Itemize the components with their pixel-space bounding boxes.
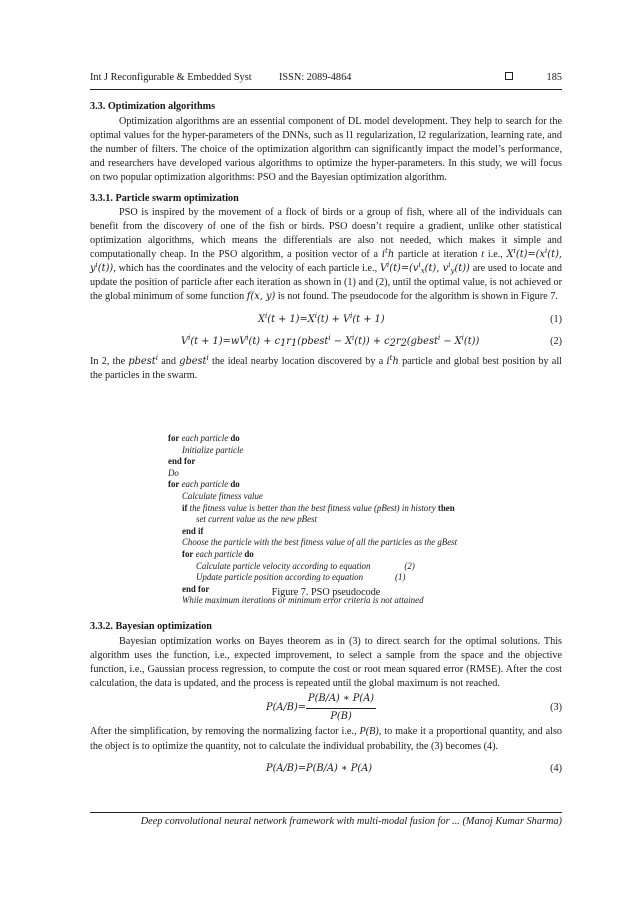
paragraph-pso: PSO is inspired by the movement of a flock of birds or a group of fish, where all of the individuals can benefit from the discovery of one of the fish or birds. PSO doesn’t require a gradient, unlike other statistical optimization algorithms, which means the differentials are also not needed, which makes it simple and computationally cheap. In the PSO algorithm, a position vector of a $i^th$ particle at iteration t i.e., $X^i(t)=(x^i(t)$, $y^i(t)$), which has the coordinates and the velocity of each particle i.e., $V^i(t)=(v^i_x(t)$, $v^i_y(t)$) are used to locate and update the position of particle after each iteration as shown in (1) and (2), until the optimal value, is not achieved or the global minimum of some function f(x, y) is not found. The pseudocode for the algorithm is shown in Figure 7. <box>90 206 562 303</box>
equation-reference: (1) <box>395 572 406 583</box>
pso-pseudocode <box>168 433 548 607</box>
pseudocode-text: each particle <box>193 548 245 559</box>
pseudocode-line <box>168 479 548 491</box>
section-heading-3-3: 3.3. Optimization algorithms <box>90 101 216 112</box>
section-heading-3-3-2: 3.3.2. Bayesian optimization <box>90 621 212 632</box>
pseudocode-text: Update particle position according to equation <box>196 572 364 583</box>
equation-number: (1) <box>550 314 562 326</box>
article-body <box>90 100 562 384</box>
pseudocode-text: While maximum iterations or minimum error criteria is not attained <box>182 595 424 606</box>
equation-2: $V^i(t + 1)=wV^i(t)$ + $c_1r_1(pbest^i - X^i(t))$ + $c_2r_2(gbest^i - X^i(t))$ (2) <box>181 334 562 350</box>
paragraph-pbest: In 2, the pbest$^i$ and gbest$^i$ the ideal nearby location discovered by a $i^th$ particle and global best position by all the particles in the swarm. <box>90 354 562 382</box>
pseudocode-text: each particle <box>179 479 231 490</box>
pseudocode-line <box>168 503 548 515</box>
pseudocode-line <box>168 526 548 538</box>
pseudocode-text: Initialize particle <box>182 444 244 455</box>
pseudocode-keyword: end for <box>168 456 196 467</box>
pseudocode-line <box>168 468 548 480</box>
paragraph-bayesian: Bayesian optimization works on Bayes theorem as in (3) to direct search for the optimal solutions. This algorithm uses the function, i.e., expected improvement, to select a sample from the space and the objective function, i.e., Gaussian process regression, to compute the cost or root mean squared error (RMSE). After the cost calculation, the data is updated, and the process is repeated until the global maximum is not reached. <box>90 636 562 690</box>
pseudocode-keyword: do <box>230 433 240 443</box>
pseudocode-line <box>168 561 548 573</box>
pseudocode-keyword: end if <box>182 525 204 536</box>
issn: ISSN: 2089-4864 <box>279 72 352 83</box>
figure-caption: Figure 7. PSO pseudocode <box>271 587 381 598</box>
running-header <box>90 72 562 86</box>
pseudocode-line <box>168 433 548 445</box>
running-footer: Deep convolutional neural network framework with multi-modal fusion for ... (Manoj Kumar Sharma) <box>140 816 562 827</box>
pseudocode-line <box>168 514 548 526</box>
paragraph-simplification: After the simplification, by removing the normalizing factor i.e., P(B), to make it a proportional quantity, and also the object is to optimize the quantity, not to calculate the individual probability, the (3) becomes (4). <box>90 726 562 752</box>
pseudocode-keyword: then <box>437 502 455 513</box>
pseudocode-line <box>168 537 548 549</box>
pseudocode-line <box>168 456 548 468</box>
pseudocode-text: Do <box>168 467 179 478</box>
equation-number: (4) <box>550 762 562 774</box>
pseudocode-keyword: do <box>244 548 254 559</box>
equation-reference: (2) <box>404 560 415 571</box>
pseudocode-text: the fitness value is better than the best fitness value (pBest) in history <box>187 502 438 513</box>
pseudocode-text: Calculate fitness value <box>182 490 263 501</box>
pseudocode-keyword: if <box>182 502 188 513</box>
equation-number: (2) <box>550 336 562 348</box>
pseudocode-keyword: end for <box>182 583 210 594</box>
equation-number: (3) <box>550 702 562 714</box>
pseudocode-text: set current value as the new pBest <box>196 514 317 525</box>
pseudocode-line <box>168 572 548 584</box>
journal-name: Int J Reconfigurable & Embedded Syst <box>90 72 252 83</box>
pseudocode-line <box>168 491 548 503</box>
pseudocode-text: Choose the particle with the best fitness value of all the particles as the gBest <box>182 537 458 548</box>
pseudocode-keyword: do <box>230 479 240 490</box>
footer-rule <box>90 812 562 813</box>
equation-1: $X^i(t + 1)=X^i(t) + V^i(t + 1)$ (1) <box>90 310 562 330</box>
pseudocode-line <box>168 445 548 457</box>
pseudocode-keyword: for <box>182 548 194 559</box>
header-rule <box>90 89 562 90</box>
section-heading-3-3-1: 3.3.1. Particle swarm optimization <box>90 192 239 204</box>
pseudocode-keyword: for <box>168 479 180 490</box>
article-body-bayes <box>90 620 562 779</box>
pseudocode-text: Calculate particle velocity according to equation <box>196 560 371 571</box>
equation-4: P(A/B)=P(B/A) ∗ P(A) (4) <box>90 759 562 779</box>
paragraph-optimization: Optimization algorithms are an essential component of DL model development. They help to search for the optimal values for the hyper-parameters of the DNNs, such as l1 regularization, l2 regularization, learning rate, and the number of filters. The choice of the optimization algorithm can significantly impact the model’s performance, and researchers have developed various algorithms to optimize the hyper-parameters. In this study, we will focus on two popular optimization algorithms: PSO and the Bayesian optimization algorithm. <box>90 116 562 184</box>
pseudocode-text: each particle <box>179 433 231 443</box>
pseudocode-keyword: for <box>168 433 180 443</box>
pseudocode-line <box>168 549 548 561</box>
page-number: 185 <box>546 72 562 83</box>
equation-3: P(A/B)= $\frac{P(B/A) ∗ P(A)}{P(B)}$ (3) <box>266 693 562 722</box>
